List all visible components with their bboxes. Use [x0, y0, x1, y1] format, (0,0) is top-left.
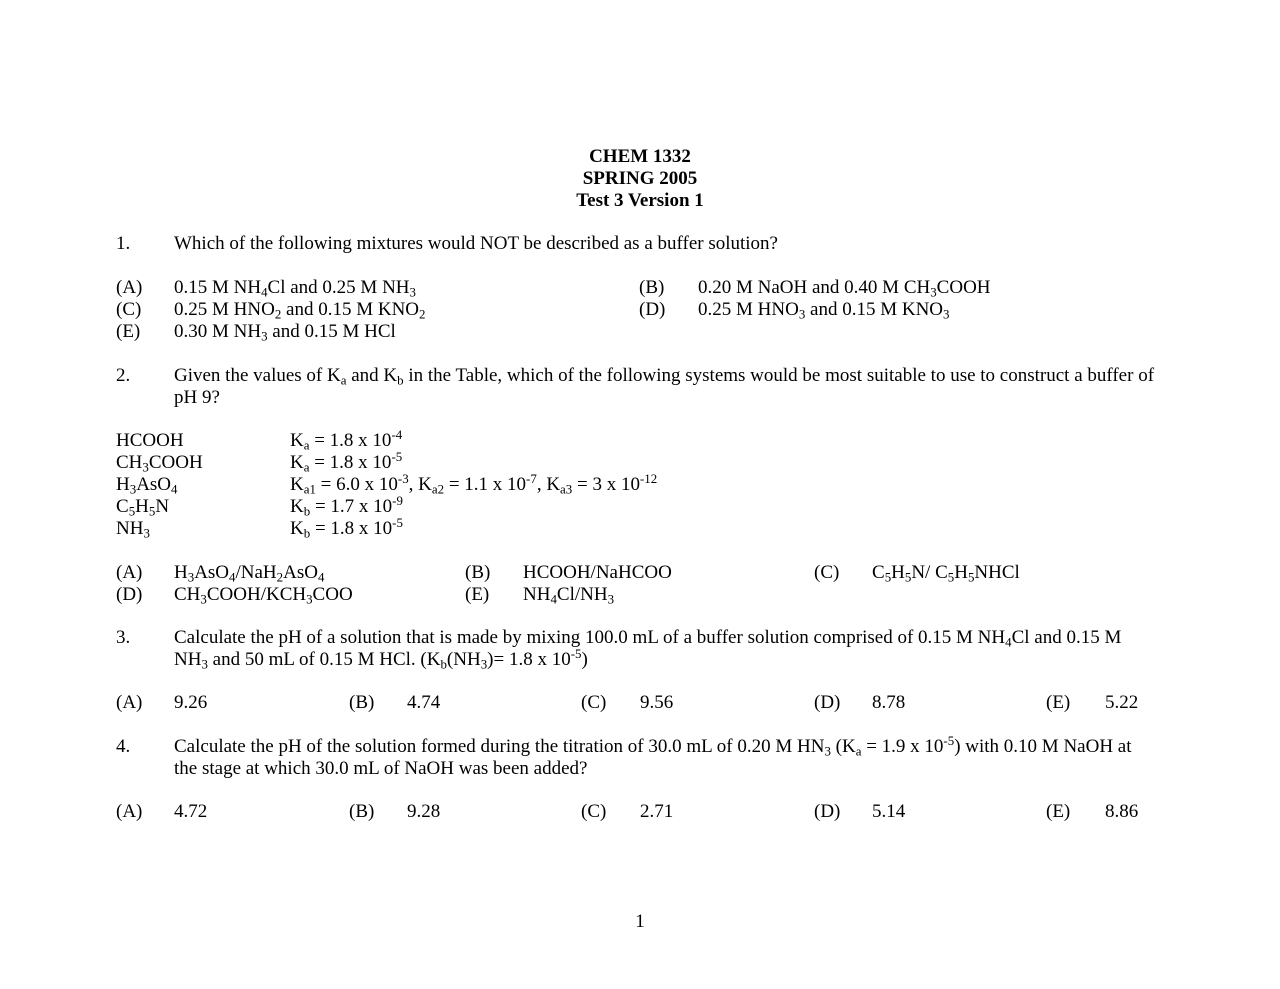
superscript: -5 — [943, 732, 955, 748]
subscript: a3 — [560, 481, 573, 497]
table-compound-4: $C_5H_5N$ — [116, 496, 170, 519]
subscript: 3 — [261, 328, 268, 344]
superscript: -9 — [392, 492, 403, 508]
q4-choice-c: 2.71 — [640, 801, 674, 822]
subscript: 3 — [798, 306, 806, 322]
subscript: 5 — [967, 569, 975, 585]
subscript: b — [303, 525, 311, 541]
subscript: a — [303, 459, 310, 475]
q1-choice-a: 0.15 M $NH_4Cl$ and 0.25 M $NH_3$ — [174, 277, 416, 300]
subscript: 3 — [930, 284, 937, 300]
subscript: b — [397, 372, 404, 388]
question-3-number: 3. — [116, 627, 131, 648]
question-4-line-1: Calculate the pH of the solution formed during the titration of 30.0 mL of 0.20 M $HN_3$ ($K_a = 1.9$ x $10^{-5}$) with 0.10 M NaOH at — [174, 732, 1132, 759]
test-title: Test 3 Version 1 — [576, 190, 704, 211]
q1-choice-d: 0.25 M $HNO_3$ and 0.15 M $KNO_3$ — [698, 299, 950, 322]
subscript: 3 — [129, 481, 137, 497]
q4-choice-c-letter: (C) — [581, 801, 607, 822]
superscript: -7 — [526, 470, 537, 486]
table-constant-3: $K_{a1} = 6.0$ x $10^{-3}$, $K_{a2} = 1.1$ x $10^{-7}$, $K_{a3} = 3$ x $10^{-12}$ — [290, 470, 658, 497]
q3-choice-d: 8.78 — [872, 692, 906, 713]
table-constant-5: $K_b = 1.8$ x $10^{-5}$ — [290, 514, 403, 541]
question-1-number: 1. — [116, 233, 131, 254]
subscript: 5 — [128, 503, 136, 519]
q4-choice-a: 4.72 — [174, 801, 208, 822]
question-4-number: 4. — [116, 736, 131, 757]
q4-choice-d: 5.14 — [872, 801, 906, 822]
subscript: 3 — [201, 656, 208, 672]
q2-choice-d: $CH_3COOH/KCH_3COO$ — [174, 584, 353, 607]
subscript: 5 — [947, 569, 955, 585]
q4-choice-e-letter: (E) — [1046, 801, 1071, 822]
q2-choice-d-letter: (D) — [116, 584, 143, 605]
superscript: -5 — [391, 448, 403, 464]
table-compound-3: $H_3AsO_4$ — [116, 474, 178, 497]
q3-choice-e: 5.22 — [1105, 692, 1139, 713]
term-title: SPRING 2005 — [582, 168, 698, 189]
subscript: 3 — [142, 459, 149, 475]
table-constant-2: $K_a = 1.8$ x $10^{-5}$ — [290, 448, 403, 475]
superscript: -12 — [639, 470, 658, 486]
subscript: 3 — [187, 569, 195, 585]
q2-choice-a: $H_3AsO_4/NaH_2AsO_4$ — [174, 562, 325, 585]
q3-choice-a: 9.26 — [174, 692, 208, 713]
subscript: 4 — [317, 569, 325, 585]
subscript: 4 — [550, 591, 557, 607]
subscript: 2 — [276, 569, 284, 585]
q1-choice-b-letter: (B) — [639, 277, 665, 298]
subscript: 4 — [1005, 634, 1012, 650]
q2-choice-c-letter: (C) — [814, 562, 840, 583]
subscript: 5 — [148, 503, 156, 519]
subscript: 3 — [824, 743, 831, 759]
q3-choice-e-letter: (E) — [1046, 692, 1071, 713]
table-compound-2: $CH_3COOH$ — [116, 452, 203, 475]
subscript: 2 — [419, 306, 426, 322]
subscript: 3 — [306, 591, 313, 607]
subscript: 4 — [171, 481, 178, 497]
question-2-number: 2. — [116, 365, 131, 386]
q1-choice-c-letter: (C) — [116, 299, 142, 320]
q2-choice-b: HCOOH/NaHCOO — [523, 562, 672, 583]
subscript: 3 — [607, 591, 615, 607]
q4-choice-b-letter: (B) — [349, 801, 375, 822]
question-4-line-2: the stage at which 30.0 mL of NaOH was been added? — [174, 758, 588, 779]
subscript: 5 — [904, 569, 912, 585]
q1-choice-b: 0.20 M NaOH and 0.40 M $CH_3COOH$ — [698, 277, 991, 300]
q2-choice-e-letter: (E) — [465, 584, 490, 605]
q4-choice-d-letter: (D) — [814, 801, 841, 822]
subscript: b — [440, 656, 447, 672]
q1-choice-e-letter: (E) — [116, 321, 141, 342]
q1-choice-d-letter: (D) — [639, 299, 666, 320]
course-title: CHEM 1332 — [589, 146, 691, 167]
q4-choice-a-letter: (A) — [116, 801, 143, 822]
table-constant-1: $K_a = 1.8$ x $10^{-4}$ — [290, 426, 403, 453]
q4-choice-e: 8.86 — [1105, 801, 1139, 822]
question-1-text: Which of the following mixtures would NOT be described as a buffer solution? — [174, 233, 778, 254]
superscript: -5 — [392, 514, 403, 530]
subscript: b — [303, 503, 311, 519]
question-3-line-1: Calculate the pH of a solution that is made by mixing 100.0 mL of a buffer solution comprised of 0.15 M $NH_4Cl$ and 0.15 M — [174, 627, 1122, 650]
subscript: 3 — [480, 656, 488, 672]
table-constant-4: $K_b = 1.7$ x $10^{-9}$ — [290, 492, 403, 519]
q2-choice-b-letter: (B) — [465, 562, 491, 583]
q3-choice-b-letter: (B) — [349, 692, 375, 713]
q3-choice-a-letter: (A) — [116, 692, 143, 713]
question-2-text: Given the values of $K_a$ and $K_b$ in the Table, which of the following systems would be most suitable to use to construct a buffer of pH 9? — [174, 365, 1155, 408]
q2-choice-c: $C_5H_5N/$ $C_5H_5NHCl$ — [872, 562, 1020, 585]
page-number: 1 — [635, 911, 645, 932]
q1-choice-a-letter: (A) — [116, 277, 143, 298]
subscript: 3 — [943, 306, 950, 322]
subscript: 4 — [261, 284, 268, 300]
table-compound-1: HCOOH — [116, 430, 184, 451]
q1-choice-c: 0.25 M $HNO_2$ and 0.15 M $KNO_2$ — [174, 299, 426, 322]
subscript: a1 — [303, 481, 316, 497]
q3-choice-b: 4.74 — [407, 692, 441, 713]
subscript: a — [855, 743, 862, 759]
subscript: a2 — [431, 481, 445, 497]
subscript: 3 — [200, 591, 207, 607]
subscript: 3 — [143, 525, 150, 541]
subscript: 5 — [884, 569, 892, 585]
subscript: a — [340, 372, 347, 388]
subscript: 4 — [229, 569, 236, 585]
superscript: -3 — [397, 470, 409, 486]
q1-choice-e: 0.30 M $NH_3$ and 0.15 M HCl — [174, 321, 396, 344]
q2-choice-a-letter: (A) — [116, 562, 143, 583]
q3-choice-d-letter: (D) — [814, 692, 841, 713]
subscript: a — [303, 437, 310, 453]
q3-choice-c-letter: (C) — [581, 692, 607, 713]
subscript: 2 — [274, 306, 282, 322]
question-3-line-2: $NH_3$ and 50 mL of 0.15 M HCl. ($K_b(NH_3)= 1.8$ x $10^{-5}$) — [174, 645, 588, 672]
q4-choice-b: 9.28 — [407, 801, 441, 822]
superscript: -5 — [570, 645, 582, 661]
subscript: 3 — [409, 284, 416, 300]
q2-choice-e: $NH_4Cl/NH_3$ — [523, 584, 615, 607]
q3-choice-c: 9.56 — [640, 692, 674, 713]
superscript: -4 — [391, 426, 403, 442]
table-compound-5: $NH_3$ — [116, 518, 150, 541]
